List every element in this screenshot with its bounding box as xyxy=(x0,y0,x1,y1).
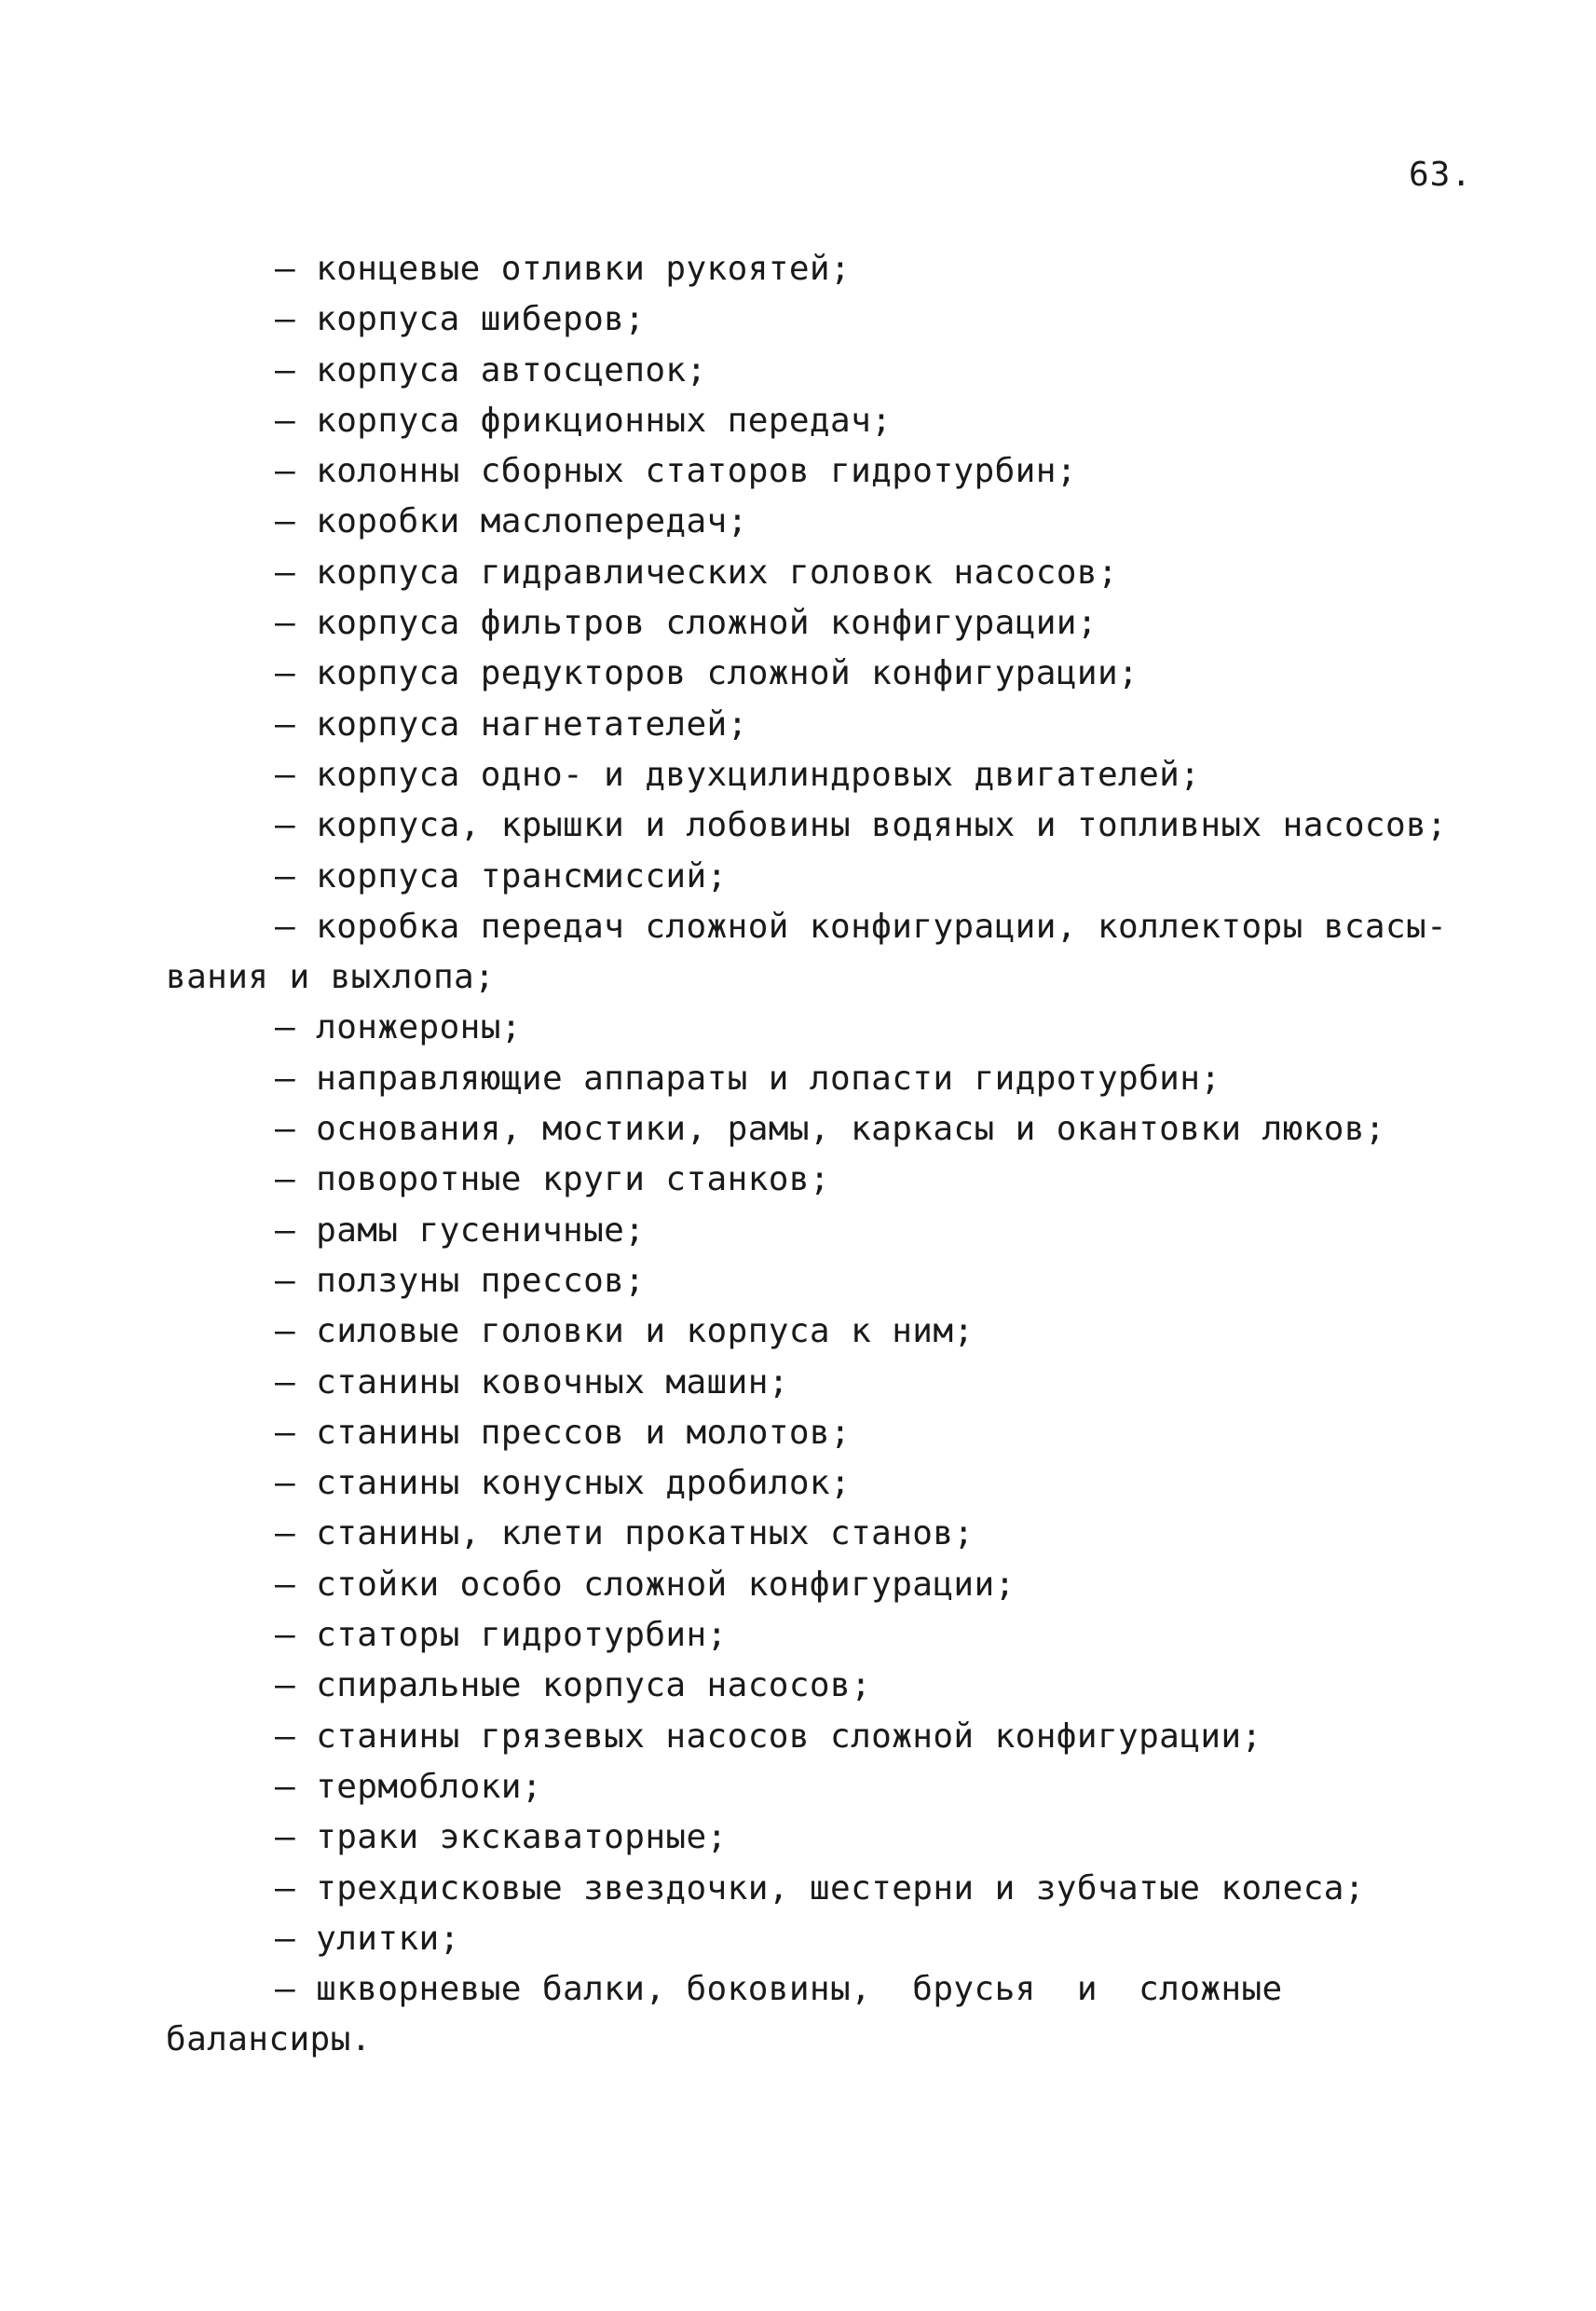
list-item: – термоблоки; xyxy=(275,1767,542,1806)
list-item: – колонны сборных статоров гидротурбин; xyxy=(275,452,1077,491)
list-item: – траки экскаваторные; xyxy=(275,1818,728,1857)
item-list xyxy=(166,244,1489,2066)
list-item: – спиральные корпуса насосов; xyxy=(275,1666,872,1705)
list-item: – концевые отливки рукоятей; xyxy=(275,250,852,288)
list-item: – ползуны прессов; xyxy=(275,1261,646,1300)
list-item: – поворотные круги станков; xyxy=(275,1160,830,1199)
list-item: – корпуса, крышки и лобовины водяных и топливных насосов; xyxy=(275,806,1448,845)
list-item: – направляющие аппараты и лопасти гидротурбин; xyxy=(275,1059,1221,1098)
list-item: – лонжероны; xyxy=(275,1008,522,1047)
list-item: – коробки маслопередач; xyxy=(275,502,748,541)
list-item-continuation: балансиры. xyxy=(166,2020,372,2059)
list-item: – статоры гидротурбин; xyxy=(275,1616,728,1655)
list-item: – шкворневые балки, боковины, брусья и сложные xyxy=(275,1970,1283,2009)
list-item: – корпуса автосцепок; xyxy=(275,350,707,390)
list-item: – коробка передач сложной конфигурации, коллекторы всасы- xyxy=(275,907,1448,946)
list-item: – силовые головки и корпуса к ним; xyxy=(275,1312,975,1351)
list-item: – корпуса гидравлических головок насосов; xyxy=(275,553,1119,592)
list-item: – корпуса фрикционных передач; xyxy=(275,401,893,440)
list-item: – станины грязевых насосов сложной конфигурации; xyxy=(275,1716,1262,1756)
list-item: – основания, мостики, рамы, каркасы и окантовки люков; xyxy=(275,1110,1385,1149)
page-number: 63. xyxy=(1409,156,1473,194)
list-item: – улитки; xyxy=(275,1919,460,1958)
list-item: – стойки особо сложной конфигурации; xyxy=(275,1565,1016,1604)
list-item: – станины, клети прокатных станов; xyxy=(275,1514,975,1553)
list-item: – корпуса редукторов сложной конфигурации; xyxy=(275,654,1139,693)
list-item: – корпуса трансмиссий; xyxy=(275,856,728,896)
list-item: – корпуса одно- и двухцилиндровых двигателей; xyxy=(275,755,1201,794)
list-item: – станины конусных дробилок; xyxy=(275,1464,852,1503)
list-item-continuation: вания и выхлопа; xyxy=(166,958,496,997)
list-item: – корпуса фильтров сложной конфигурации; xyxy=(275,604,1098,643)
list-item: – корпуса шиберов; xyxy=(275,300,646,339)
list-item: – станины ковочных машин; xyxy=(275,1362,789,1402)
list-item: – рамы гусеничные; xyxy=(275,1210,646,1250)
list-item: – станины прессов и молотов; xyxy=(275,1413,852,1452)
list-item: – корпуса нагнетателей; xyxy=(275,704,748,744)
list-item: – трехдисковые звездочки, шестерни и зубчатые колеса; xyxy=(275,1868,1365,1908)
